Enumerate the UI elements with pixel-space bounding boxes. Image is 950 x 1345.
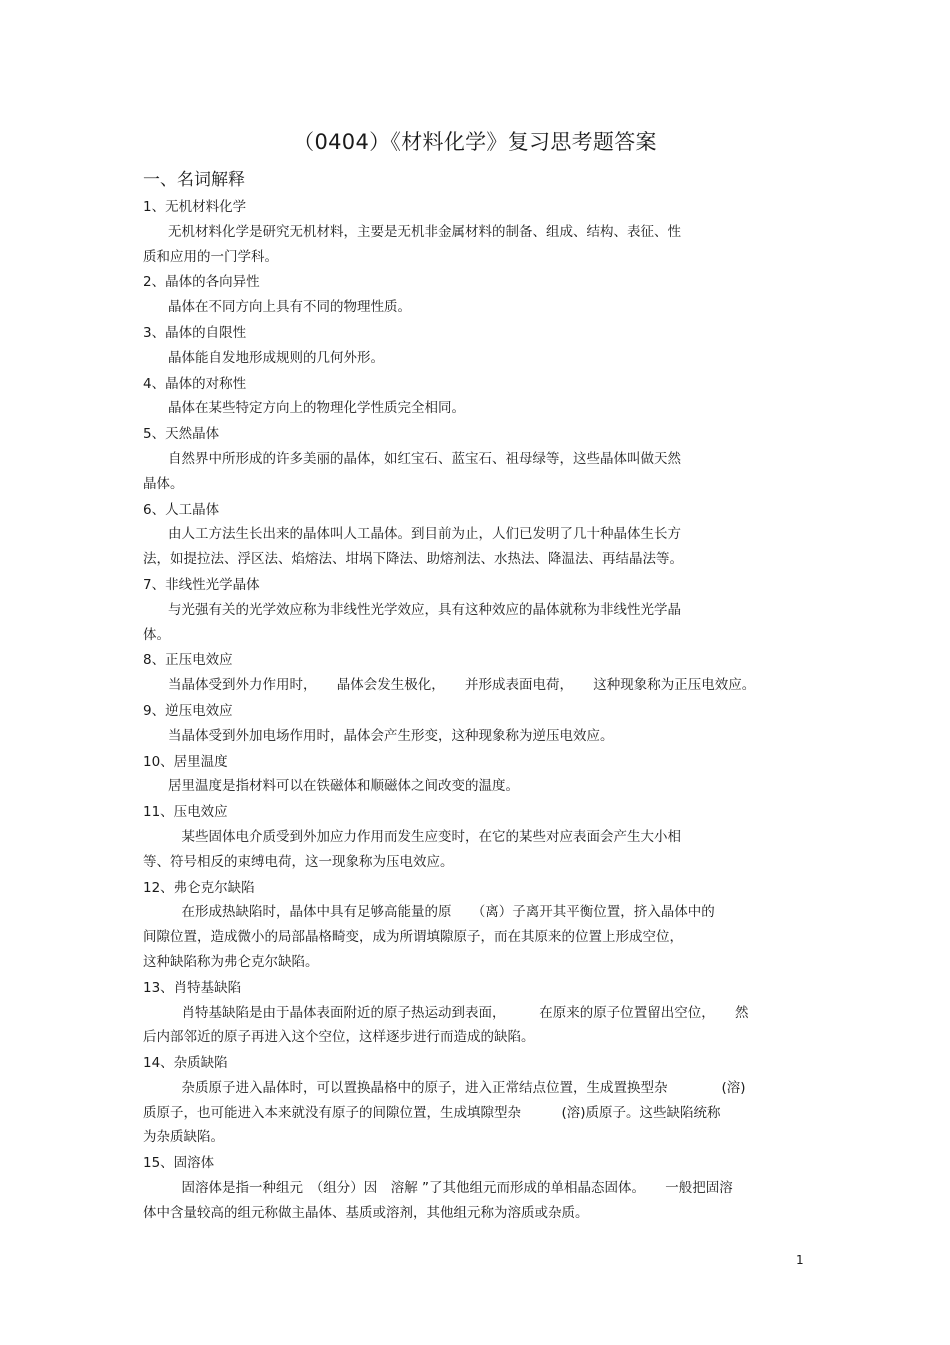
definition-line: 体中含量较高的组元称做主晶体、基质或溶剂，其他组元称为溶质或杂质。 bbox=[143, 1204, 589, 1221]
page-number: 1 bbox=[796, 1253, 804, 1267]
definition-line: 质和应用的一门学科。 bbox=[143, 248, 278, 265]
definition-line: 由人工方法生长出来的晶体叫人工晶体。到目前为止，人们已发明了几十种晶体生长方 bbox=[168, 526, 681, 543]
term-title: 1、无机材料化学 bbox=[143, 199, 247, 215]
definition-line: 体。 bbox=[143, 626, 170, 643]
term-item bbox=[143, 976, 815, 1050]
term-list bbox=[143, 195, 815, 1227]
term-definition bbox=[143, 1176, 815, 1226]
definition-line: 晶体能自发地形成规则的几何外形。 bbox=[168, 349, 384, 366]
term-item bbox=[143, 1151, 815, 1225]
definition-line: 与光强有关的光学效应称为非线性光学效应，具有这种效应的晶体就称为非线性光学晶 bbox=[168, 601, 681, 618]
term-definition bbox=[143, 724, 815, 749]
term-item bbox=[143, 800, 815, 874]
term-definition bbox=[143, 396, 815, 421]
section-heading: 一、名词解释 bbox=[143, 170, 245, 190]
definition-line: 居里温度是指材料可以在铁磁体和顺磁体之间改变的温度。 bbox=[168, 778, 519, 795]
term-title: 14、杂质缺陷 bbox=[143, 1055, 228, 1072]
term-item bbox=[143, 498, 815, 572]
term-title: 4、晶体的对称性 bbox=[143, 375, 247, 392]
term-item bbox=[143, 648, 815, 698]
definition-line: 间隙位置，造成微小的局部晶格畸变，成为所谓填隙原子，而在其原来的位置上形成空位， bbox=[143, 929, 683, 946]
term-item bbox=[143, 750, 815, 800]
term-definition bbox=[143, 598, 815, 648]
term-item bbox=[143, 699, 815, 749]
definition-line: 自然界中所形成的许多美丽的晶体，如红宝石、蓝宝石、祖母绿等，这些晶体叫做天然 bbox=[168, 450, 681, 467]
definition-line: 为杂质缺陷。 bbox=[143, 1129, 224, 1146]
term-item bbox=[143, 321, 815, 371]
definition-line: 无机材料化学是研究无机材料，主要是无机非金属材料的制备、组成、结构、表征、性 bbox=[168, 223, 681, 240]
term-item bbox=[143, 422, 815, 496]
term-definition bbox=[143, 825, 815, 875]
definition-line: 固溶体是指一种组元 （组分）因 溶解 ”了其他组元而形成的单相晶态固体。 一般把固溶 bbox=[168, 1180, 733, 1197]
term-item bbox=[143, 876, 815, 975]
term-item bbox=[143, 270, 815, 320]
term-definition bbox=[143, 295, 815, 320]
term-title: 3、晶体的自限性 bbox=[143, 324, 247, 341]
term-title: 6、人工晶体 bbox=[143, 501, 220, 518]
definition-line: 后内部邻近的原子再进入这个空位，这样逐步进行而造成的缺陷。 bbox=[143, 1029, 535, 1046]
term-item bbox=[143, 195, 815, 269]
term-title: 15、固溶体 bbox=[143, 1155, 215, 1172]
definition-line: 晶体在某些特定方向上的物理化学性质完全相同。 bbox=[168, 400, 465, 417]
definition-line: 等、符号相反的束缚电荷，这一现象称为压电效应。 bbox=[143, 853, 454, 870]
definition-line: 在形成热缺陷时，晶体中具有足够高能量的原 （离）子离开其平衡位置，挤入晶体中的 bbox=[168, 904, 715, 921]
term-title: 13、肖特基缺陷 bbox=[143, 979, 242, 996]
definition-line: 某些固体电介质受到外加应力作用而发生应变时，在它的某些对应表面会产生大小相 bbox=[168, 828, 681, 845]
definition-line: 杂质原子进入晶体时，可以置换晶格中的原子，进入正常结点位置，生成置换型杂 (溶) bbox=[168, 1079, 746, 1096]
term-definition bbox=[143, 220, 815, 270]
term-title: 11、压电效应 bbox=[143, 804, 228, 821]
term-item bbox=[143, 1051, 815, 1150]
term-definition bbox=[143, 900, 815, 974]
term-title: 9、逆压电效应 bbox=[143, 702, 233, 719]
term-definition bbox=[143, 673, 815, 698]
definition-line: 这种缺陷称为弗仑克尔缺陷。 bbox=[143, 953, 319, 970]
definition-line: 法，如提拉法、浮区法、焰熔法、坩埚下降法、助熔剂法、水热法、降温法、再结晶法等。 bbox=[143, 551, 683, 568]
term-definition bbox=[143, 1001, 815, 1051]
term-item bbox=[143, 573, 815, 647]
term-title: 2、晶体的各向异性 bbox=[143, 274, 260, 291]
term-title: 10、居里温度 bbox=[143, 753, 228, 770]
document-title: （0404）《材料化学》复习思考题答案 bbox=[293, 130, 657, 154]
term-title: 7、非线性光学晶体 bbox=[143, 576, 260, 593]
term-title: 8、正压电效应 bbox=[143, 652, 233, 669]
term-title: 5、天然晶体 bbox=[143, 426, 220, 443]
term-definition bbox=[143, 346, 815, 371]
term-definition bbox=[143, 1076, 815, 1150]
definition-line: 当晶体受到外力作用时， 晶体会发生极化， 并形成表面电荷， 这种现象称为正压电效应。 bbox=[168, 677, 756, 694]
definition-line: 晶体在不同方向上具有不同的物理性质。 bbox=[168, 299, 411, 316]
term-item bbox=[143, 372, 815, 422]
definition-line: 晶体。 bbox=[143, 475, 184, 492]
definition-line: 质原子，也可能进入本来就没有原子的间隙位置，生成填隙型杂 (溶)质原子。这些缺陷统称 bbox=[143, 1104, 721, 1121]
term-definition bbox=[143, 522, 815, 572]
term-title: 12、弗仑克尔缺陷 bbox=[143, 879, 255, 896]
definition-line: 当晶体受到外加电场作用时，晶体会产生形变，这种现象称为逆压电效应。 bbox=[168, 727, 614, 744]
term-definition bbox=[143, 447, 815, 497]
term-definition bbox=[143, 774, 815, 799]
definition-line: 肖特基缺陷是由于晶体表面附近的原子热运动到表面， 在原来的原子位置留出空位， 然 bbox=[168, 1004, 749, 1021]
